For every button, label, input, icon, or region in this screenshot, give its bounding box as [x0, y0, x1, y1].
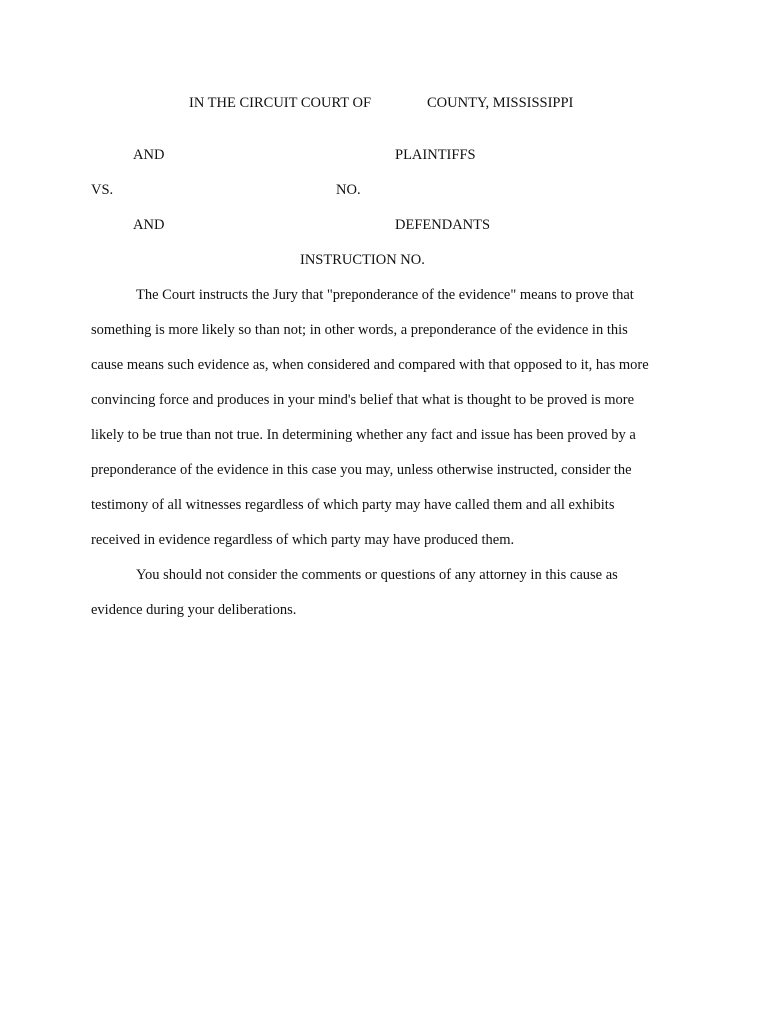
defendants-label: DEFENDANTS [395, 217, 491, 233]
paragraph2-line: You should not consider the comments or questions of any attorney in this cause as [136, 567, 618, 583]
court-title-suffix: COUNTY, MISSISSIPPI [427, 95, 574, 111]
paragraph1-line: testimony of all witnesses regardless of which party may have called them and all exhibits [91, 497, 615, 513]
paragraph1-line: likely to be true than not true. In determining whether any fact and issue has been proved by a [91, 427, 636, 443]
paragraph1-line: received in evidence regardless of which party may have produced them. [91, 532, 515, 548]
paragraph1-line: preponderance of the evidence in this case you may, unless otherwise instructed, consider the [91, 462, 632, 478]
paragraph1-line: convincing force and produces in your mind's belief that what is thought to be proved is more [91, 392, 635, 408]
defendant-and-label: AND [133, 217, 165, 233]
case-number-label: NO. [336, 182, 361, 198]
plaintiff-and-label: AND [133, 147, 165, 163]
court-title-prefix: IN THE CIRCUIT COURT OF [189, 95, 372, 111]
paragraph1-line: The Court instructs the Jury that "preponderance of the evidence" means to prove that [136, 287, 634, 303]
paragraph1-line: something is more likely so than not; in other words, a preponderance of the evidence in this [91, 322, 628, 338]
instruction-body [91, 281, 691, 631]
instruction-title: INSTRUCTION NO. [300, 252, 425, 268]
paragraph2-line: evidence during your deliberations. [91, 602, 297, 618]
plaintiffs-label: PLAINTIFFS [395, 147, 476, 163]
versus-label: VS. [91, 182, 114, 198]
paragraph1-line: cause means such evidence as, when considered and compared with that opposed to it, has more [91, 357, 649, 373]
